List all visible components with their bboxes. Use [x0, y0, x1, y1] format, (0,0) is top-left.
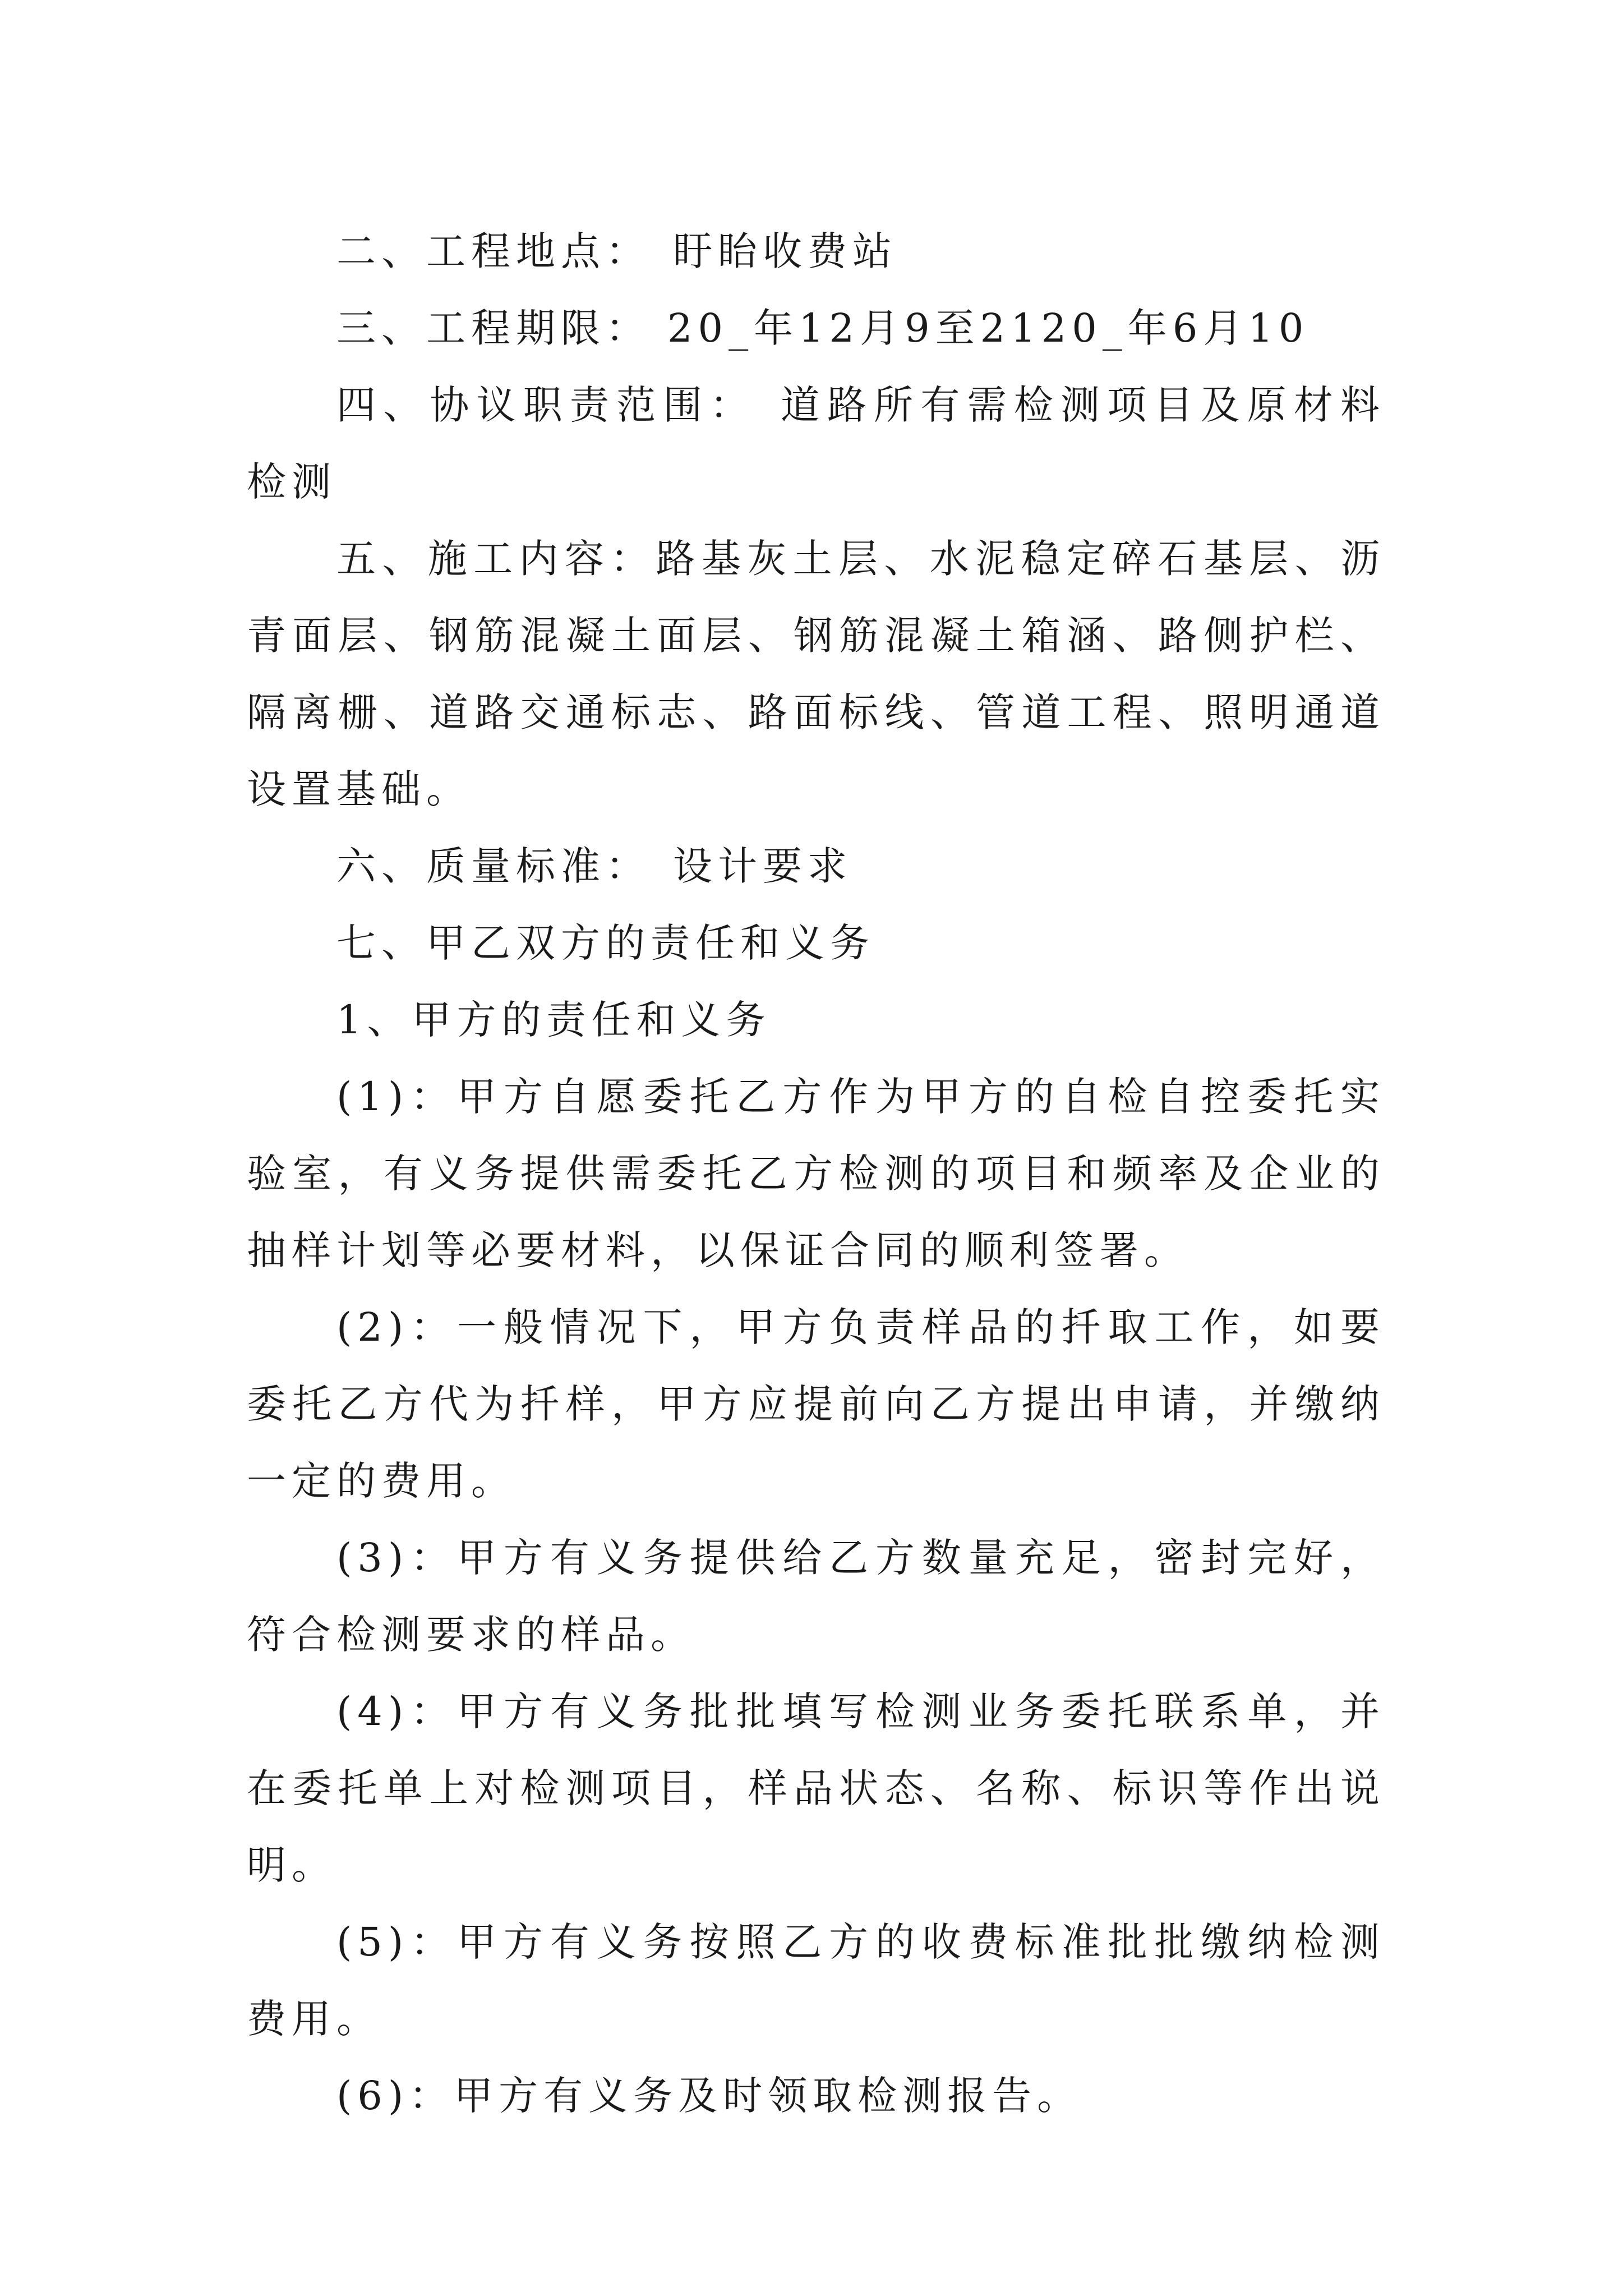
clause-number: (5)： — [336, 1919, 457, 1965]
clause-6 — [247, 2058, 1385, 2134]
paragraph-text: 路基灰土层、水泥稳定碎石基层、沥青面层、钢筋混凝土面层、钢筋混凝土箱涵、路侧护栏、隔离栅、道路交通标志、路面标线、管道工程、照明通道设置基础。 — [247, 536, 1386, 812]
clause-2 — [247, 1289, 1385, 1520]
clause-number: (6)： — [336, 2073, 454, 2119]
paragraph-project-period — [247, 290, 1385, 367]
clause-text: 甲方自愿委托乙方作为甲方的自检自控委托实验室，有义务提供需委托乙方检测的项目和频率及企业的抽样计划等必要材料，以保证合同的顺利签署。 — [247, 1074, 1386, 1273]
paragraph-project-location — [247, 213, 1385, 290]
clause-number: (3)： — [336, 1535, 457, 1581]
paragraph-agreement-scope — [247, 367, 1385, 521]
paragraph-label: 五、施工内容： — [336, 536, 656, 582]
clause-text: 甲方有义务按照乙方的收费标准批批缴纳检测费用。 — [247, 1919, 1386, 2042]
paragraph-label: 三、工程期限： — [336, 305, 651, 351]
paragraph-text: 七、甲乙双方的责任和义务 — [336, 920, 875, 966]
clause-text: 甲方有义务批批填写检测业务委托联系单，并在委托单上对检测项目，样品状态、名称、标识等作出说明。 — [247, 1688, 1386, 1888]
subheading-party-a-duties — [247, 982, 1385, 1059]
paragraph-label: 四、协议职责范围： — [336, 382, 757, 428]
clause-number: (4)： — [336, 1688, 457, 1734]
document-body — [247, 213, 1385, 2134]
clause-1 — [247, 1059, 1385, 1289]
paragraph-text: 盱眙收费站 — [673, 228, 897, 274]
paragraph-label: 二、工程地点： — [336, 228, 651, 274]
paragraph-text: 道路所有需检测项目及原材料检测 — [247, 382, 1386, 505]
paragraph-text: 1、甲方的责任和义务 — [336, 997, 771, 1043]
clause-text: 一般情况下，甲方负责样品的扦取工作，如要委托乙方代为扦样，甲方应提前向乙方提出申请，并缴纳一定的费用。 — [247, 1304, 1386, 1504]
paragraph-construction-content — [247, 521, 1385, 828]
clause-text: 甲方有义务及时领取检测报告。 — [454, 2073, 1082, 2119]
paragraph-text: 设计要求 — [673, 843, 852, 889]
clause-number: (1)： — [336, 1074, 457, 1120]
clause-number: (2)： — [336, 1304, 457, 1350]
clause-3 — [247, 1520, 1385, 1673]
paragraph-label: 六、质量标准： — [336, 843, 651, 889]
clause-4 — [247, 1673, 1385, 1904]
section-heading-responsibilities — [247, 905, 1385, 982]
paragraph-text: 20_年12月9至2120_年6月10 — [667, 305, 1310, 351]
clause-5 — [247, 1904, 1385, 2058]
clause-text: 甲方有义务提供给乙方数量充足，密封完好，符合检测要求的样品。 — [247, 1535, 1386, 1658]
paragraph-quality-standard — [247, 828, 1385, 905]
